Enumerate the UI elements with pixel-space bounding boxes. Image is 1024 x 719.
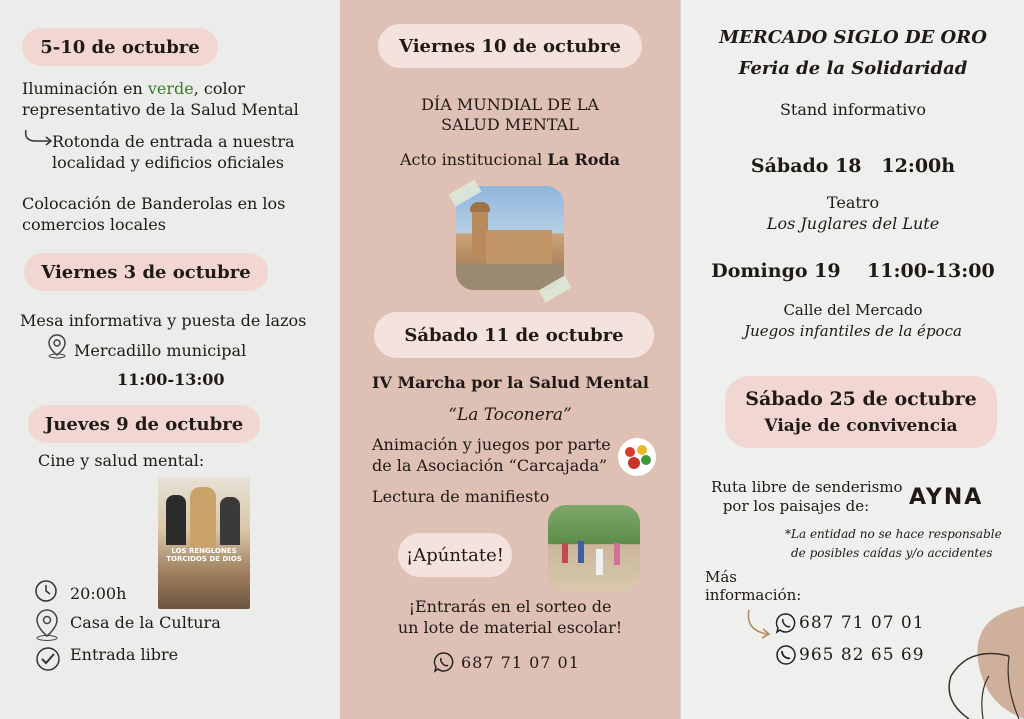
mas-info-2: información: [705,586,802,604]
hora-mercadillo: 11:00-13:00 [117,370,225,389]
check-circle-icon [34,645,62,673]
ruta-text-2: por los paisajes de: [722,497,870,515]
banderolas-text: Colocación de Banderolas en los [22,194,286,213]
location-pin-icon-2 [34,608,60,642]
sorteo-text: ¡Entrarás en el sorteo de [408,597,612,616]
rotonda-text: Rotonda de entrada a nuestra [52,132,295,151]
whatsapp-icon-2 [775,612,797,634]
sabado-25: Sábado 25 de octubre [745,388,977,410]
arrow-turn-icon [22,128,54,148]
juglares-text: Los Juglares del Lute [766,214,940,233]
phone-number: 687 71 07 01 [461,653,580,672]
mercado-title: MERCADO SIGLO DE ORO [719,27,987,48]
calle-text: Calle del Mercado [783,301,923,319]
feria-title: Feria de la Solidaridad [738,58,968,79]
mercadillo-text: Mercadillo municipal [74,341,247,360]
date-heading-10-octubre: Viernes 10 de octubre [378,24,642,68]
green-word: verde [147,79,194,98]
mesa-text: Mesa informativa y puesta de lazos [20,311,307,330]
phone-1: 687 71 07 01 [799,613,925,633]
phone-icon [775,644,797,666]
date-heading-9-octubre: Jueves 9 de octubre [28,405,260,443]
phone-2: 965 82 65 69 [799,645,925,665]
toconera-text: “La Toconera” [448,405,572,425]
carcajada-logo-icon [616,436,658,478]
lectura-text: Lectura de manifiesto [372,487,550,506]
animacion-text-2: de la Asociación “Carcajada” [372,456,608,475]
left-panel [0,0,341,719]
iluminacion-end: , color [193,79,245,98]
stand-text: Stand informativo [779,100,927,119]
walker-4 [614,543,620,565]
cine-text: Cine y salud mental: [38,451,205,470]
date-heading-5-10: 5-10 de octubre [22,28,218,66]
church-photo [456,186,564,290]
march-photo [548,505,640,591]
middle-panel [340,0,680,719]
acto-label: Acto institucional [399,150,548,169]
poster-title: LOS RENGLONES TORCIDOS DE DIOS [166,547,242,563]
church-tower-top [470,202,490,212]
date-heading-3-octubre: Viernes 3 de octubre [24,253,268,291]
teatro-text: Teatro [826,193,880,212]
sabado-18: Sábado 18 12:00h [750,155,956,177]
mas-info: Más [705,568,737,586]
ruta-text: Ruta libre de senderismo [711,478,903,496]
iluminacion-start: Iluminación en [22,79,148,98]
nota-text: *La entidad no se hace responsable [785,527,1002,541]
iluminacion-text [22,78,245,99]
marcha-text: IV Marcha por la Salud Mental [372,373,649,392]
walker-2 [578,541,584,563]
leaf-decoration-icon [939,606,1024,719]
nota-text-2: de posibles caídas y/o accidentes [791,546,993,560]
location-pin-icon [46,333,68,359]
arrow-curve-icon [743,608,777,642]
animacion-text: Animación y juegos por parte [372,435,611,454]
clock-icon [33,578,59,604]
whatsapp-icon [433,651,455,673]
hora-cine: 20:00h [70,584,127,603]
banderolas-text-2: comercios locales [22,215,166,234]
walker-3 [596,549,603,575]
right-panel [680,0,1024,719]
lugar-cine: Casa de la Cultura [70,613,221,632]
dia-mundial-1: DÍA MUNDIAL DE LA [421,95,599,114]
walker-1 [562,543,568,563]
poster-figure-left [166,495,186,545]
domingo-19: Domingo 19 11:00-13:00 [711,260,995,282]
movie-poster-image [158,477,250,609]
entrada-libre: Entrada libre [70,645,179,664]
church-nave [486,230,552,266]
sorteo-text-2: un lote de material escolar! [397,618,623,637]
dia-mundial-2: SALUD MENTAL [441,115,579,134]
ayna-text: AYNA [909,485,984,510]
juegos-text: Juegos infantiles de la época [744,322,962,340]
iluminacion-text-2: representativo de la Salud Mental [22,100,299,119]
date-heading-25-octubre [725,376,997,448]
rotonda-text-2: localidad y edificios oficiales [52,153,284,172]
date-heading-11-octubre: Sábado 11 de octubre [374,312,654,358]
viaje-text: Viaje de convivencia [764,416,958,436]
poster-figure-center [190,487,216,547]
poster-figure-right [220,497,240,545]
apuntate-badge: ¡Apúntate! [398,533,512,577]
acto-institucional [340,149,680,170]
acto-place: La Roda [547,150,621,169]
